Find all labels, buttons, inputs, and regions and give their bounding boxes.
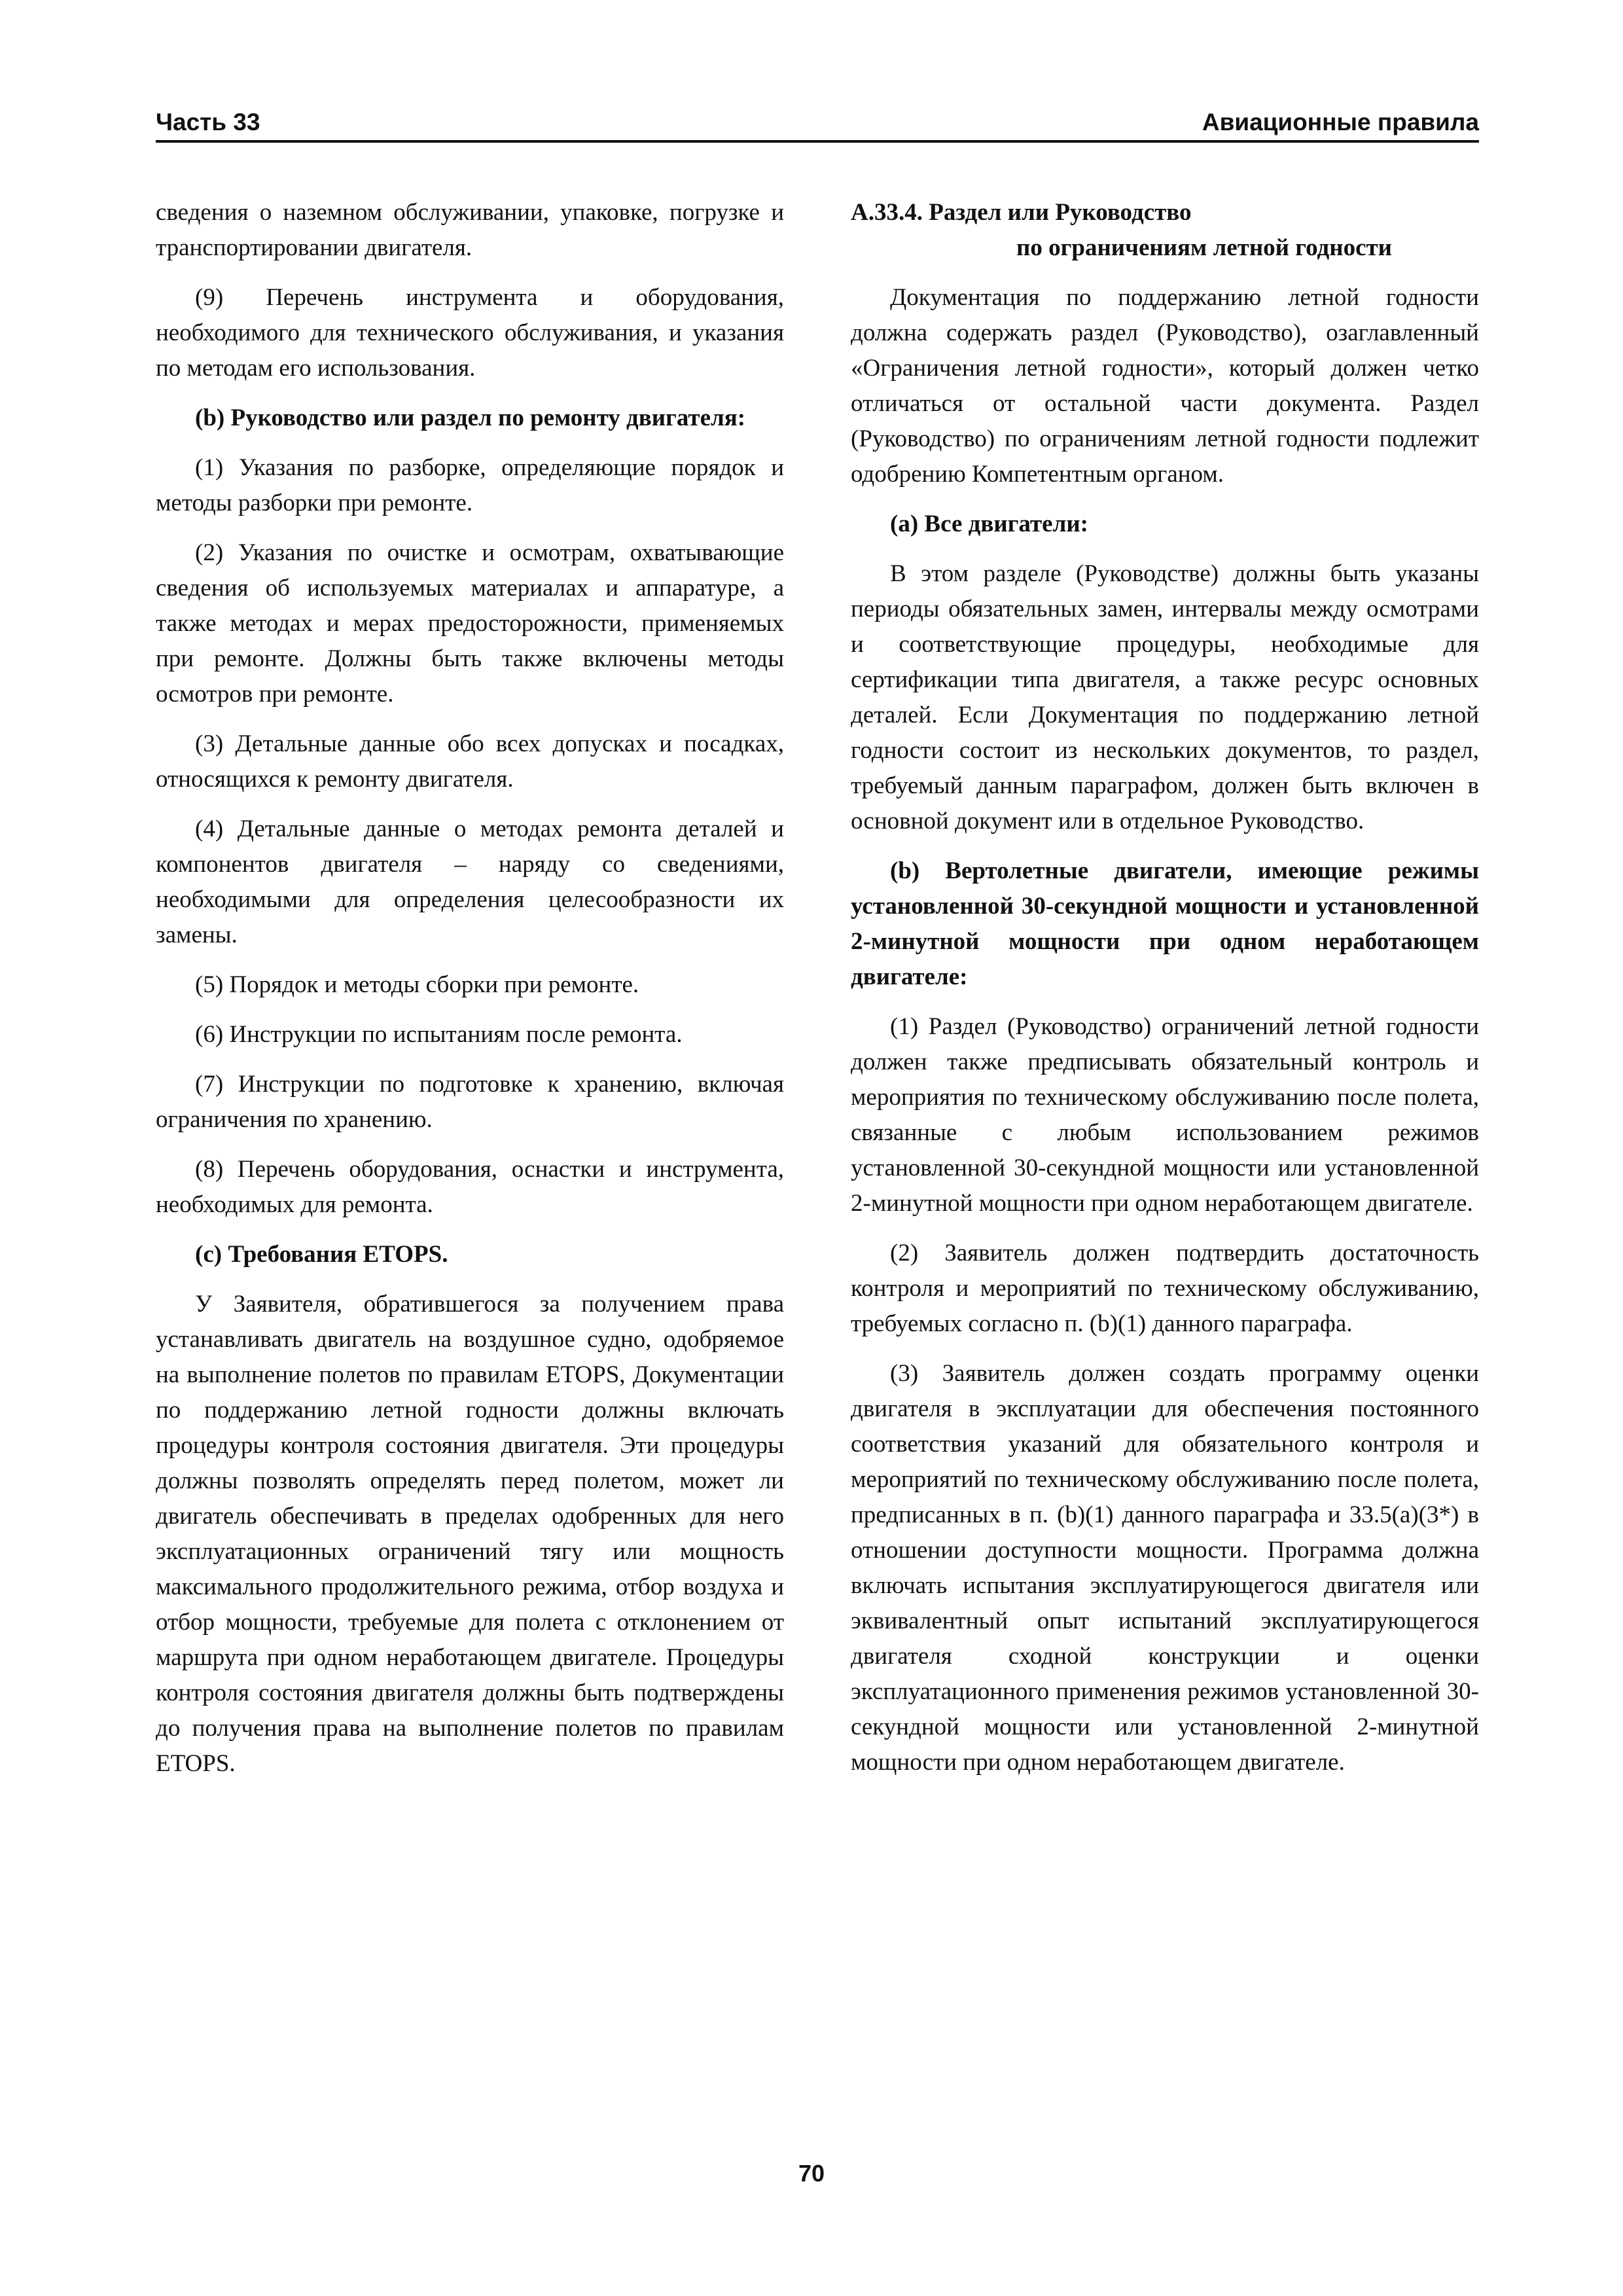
paragraph-b7: (7) Инструкции по подготовке к хранению, включая ограничения по хранению.	[156, 1071, 784, 1133]
paragraph-b3: (3) Детальные данные обо всех допусках и посадках, относящихся к ремонту двигателя.	[156, 730, 784, 793]
paragraph-b1: (1) Указания по разборке, определяющие порядок и методы разборки при ремонте.	[156, 454, 784, 516]
heading-a-all-engines: (a) Все двигатели:	[890, 511, 1088, 537]
paragraph-item-9: (9) Перечень инструмента и оборудования, необходимого для технического обслуживания, и указания по методам его использования.	[156, 284, 784, 382]
heading-c-etops: (c) Требования ETOPS.	[195, 1241, 448, 1268]
right-column	[851, 195, 1479, 1795]
paragraph-right-b2: (2) Заявитель должен подтвердить достаточность контроля и мероприятий по техническому обслуживанию, требуемых согласно п. (b)(1) данного параграфа.	[851, 1240, 1479, 1337]
header-part-label: Часть 33	[156, 109, 260, 135]
heading-b-helicopter-engines: (b) Вертолетные двигатели, имеющие режимы установленной 30-секундной мощности и установленной 2-минутной мощности при одном неработающем двигателе:	[851, 857, 1479, 990]
page-number: 70	[798, 2160, 825, 2187]
paragraph-b6: (6) Инструкции по испытаниям после ремонта.	[195, 1021, 683, 1048]
paragraph-a: В этом разделе (Руководстве) должны быть указаны периоды обязательных замен, интервалы между осмотрами и соответствующие процедуры, необходимые для сертификации типа двигателя, а также ресурс основных деталей. Если Документация по поддержанию летной годности состоит из нескольких документов, то раздел, требуемый данным параграфом, должен быть включен в основной документ или в отдельное Руководство.	[851, 560, 1479, 834]
paragraph-continuation: сведения о наземном обслуживании, упаковке, погрузке и транспортировании двигателя.	[156, 199, 784, 261]
left-column	[156, 195, 784, 1796]
paragraph-intro: Документация по поддержанию летной годности должна содержать раздел (Руководство), озаглавленный «Ограничения летной годности», который должен четко отличаться от остальной части документа. Раздел (Руководство) по ограничениям летной годности подлежит одобрению Компетентным органом.	[851, 284, 1479, 488]
section-title-line2: по ограничениям летной годности	[1016, 234, 1392, 261]
paragraph-right-b3: (3) Заявитель должен создать программу оценки двигателя в эксплуатации для обеспечения постоянного соответствия указаний для обязательного контроля и мероприятий по техническому обслуживанию после полета, предписанных в п. (b)(1) данного параграфа и 33.5(a)(3*) в отношении доступности мощности. Программа должна включать испытания эксплуатирующегося двигателя или эквивалентный опыт испытаний эксплуатирующегося двигателя сходной конструкции и оценки эксплуатационного применения режимов установленной 30-секундной мощности или установленной 2-минутной мощности при одном неработающем двигателе.	[851, 1360, 1479, 1776]
section-title	[851, 195, 1479, 266]
running-header	[156, 103, 1479, 143]
paragraph-b5: (5) Порядок и методы сборки при ремонте.	[195, 971, 639, 998]
paragraph-right-b1: (1) Раздел (Руководство) ограничений летной годности должен также предписывать обязательный контроль и мероприятия по техническому обслуживанию после полета, связанные с любым использованием режимов установленной 30-секундной мощности или установленной 2-минутной мощности при одном неработающем двигателе.	[851, 1013, 1479, 1217]
header-rule	[156, 140, 1479, 143]
heading-b-repair-manual: (b) Руководство или раздел по ремонту двигателя:	[195, 404, 746, 431]
paragraph-b4: (4) Детальные данные о методах ремонта деталей и компонентов двигателя – наряду со сведениями, необходимыми для определения целесообразности их замены.	[156, 816, 784, 948]
paragraph-b2: (2) Указания по очистке и осмотрам, охватывающие сведения об используемых материалах и аппаратуре, а также методах и мерах предосторожности, применяемых при ремонте. Должны быть также включены методы осмотров при ремонте.	[156, 539, 784, 708]
paragraph-c-etops: У Заявителя, обратившегося за получением права устанавливать двигатель на воздушное судно, одобряемое на выполнение полетов по правилам ETOPS, Документации по поддержанию летной годности должны включать процедуры контроля состояния двигателя. Эти процедуры должны позволять определять перед полетом, может ли двигатель обеспечивать в пределах одобренных для него эксплуатационных ограничений тягу или мощность максимального продолжительного режима, отбор воздуха и отбор мощности, требуемые для полета с отклонением от маршрута при одном неработающем двигателе. Процедуры контроля состояния двигателя должны быть подтверждены до получения права на выполнение полетов по правилам ETOPS.	[156, 1291, 784, 1777]
paragraph-b8: (8) Перечень оборудования, оснастки и инструмента, необходимых для ремонта.	[156, 1156, 784, 1218]
header-document-title: Авиационные правила	[1202, 109, 1479, 135]
section-title-line1: A.33.4. Раздел или Руководство	[851, 199, 1192, 226]
